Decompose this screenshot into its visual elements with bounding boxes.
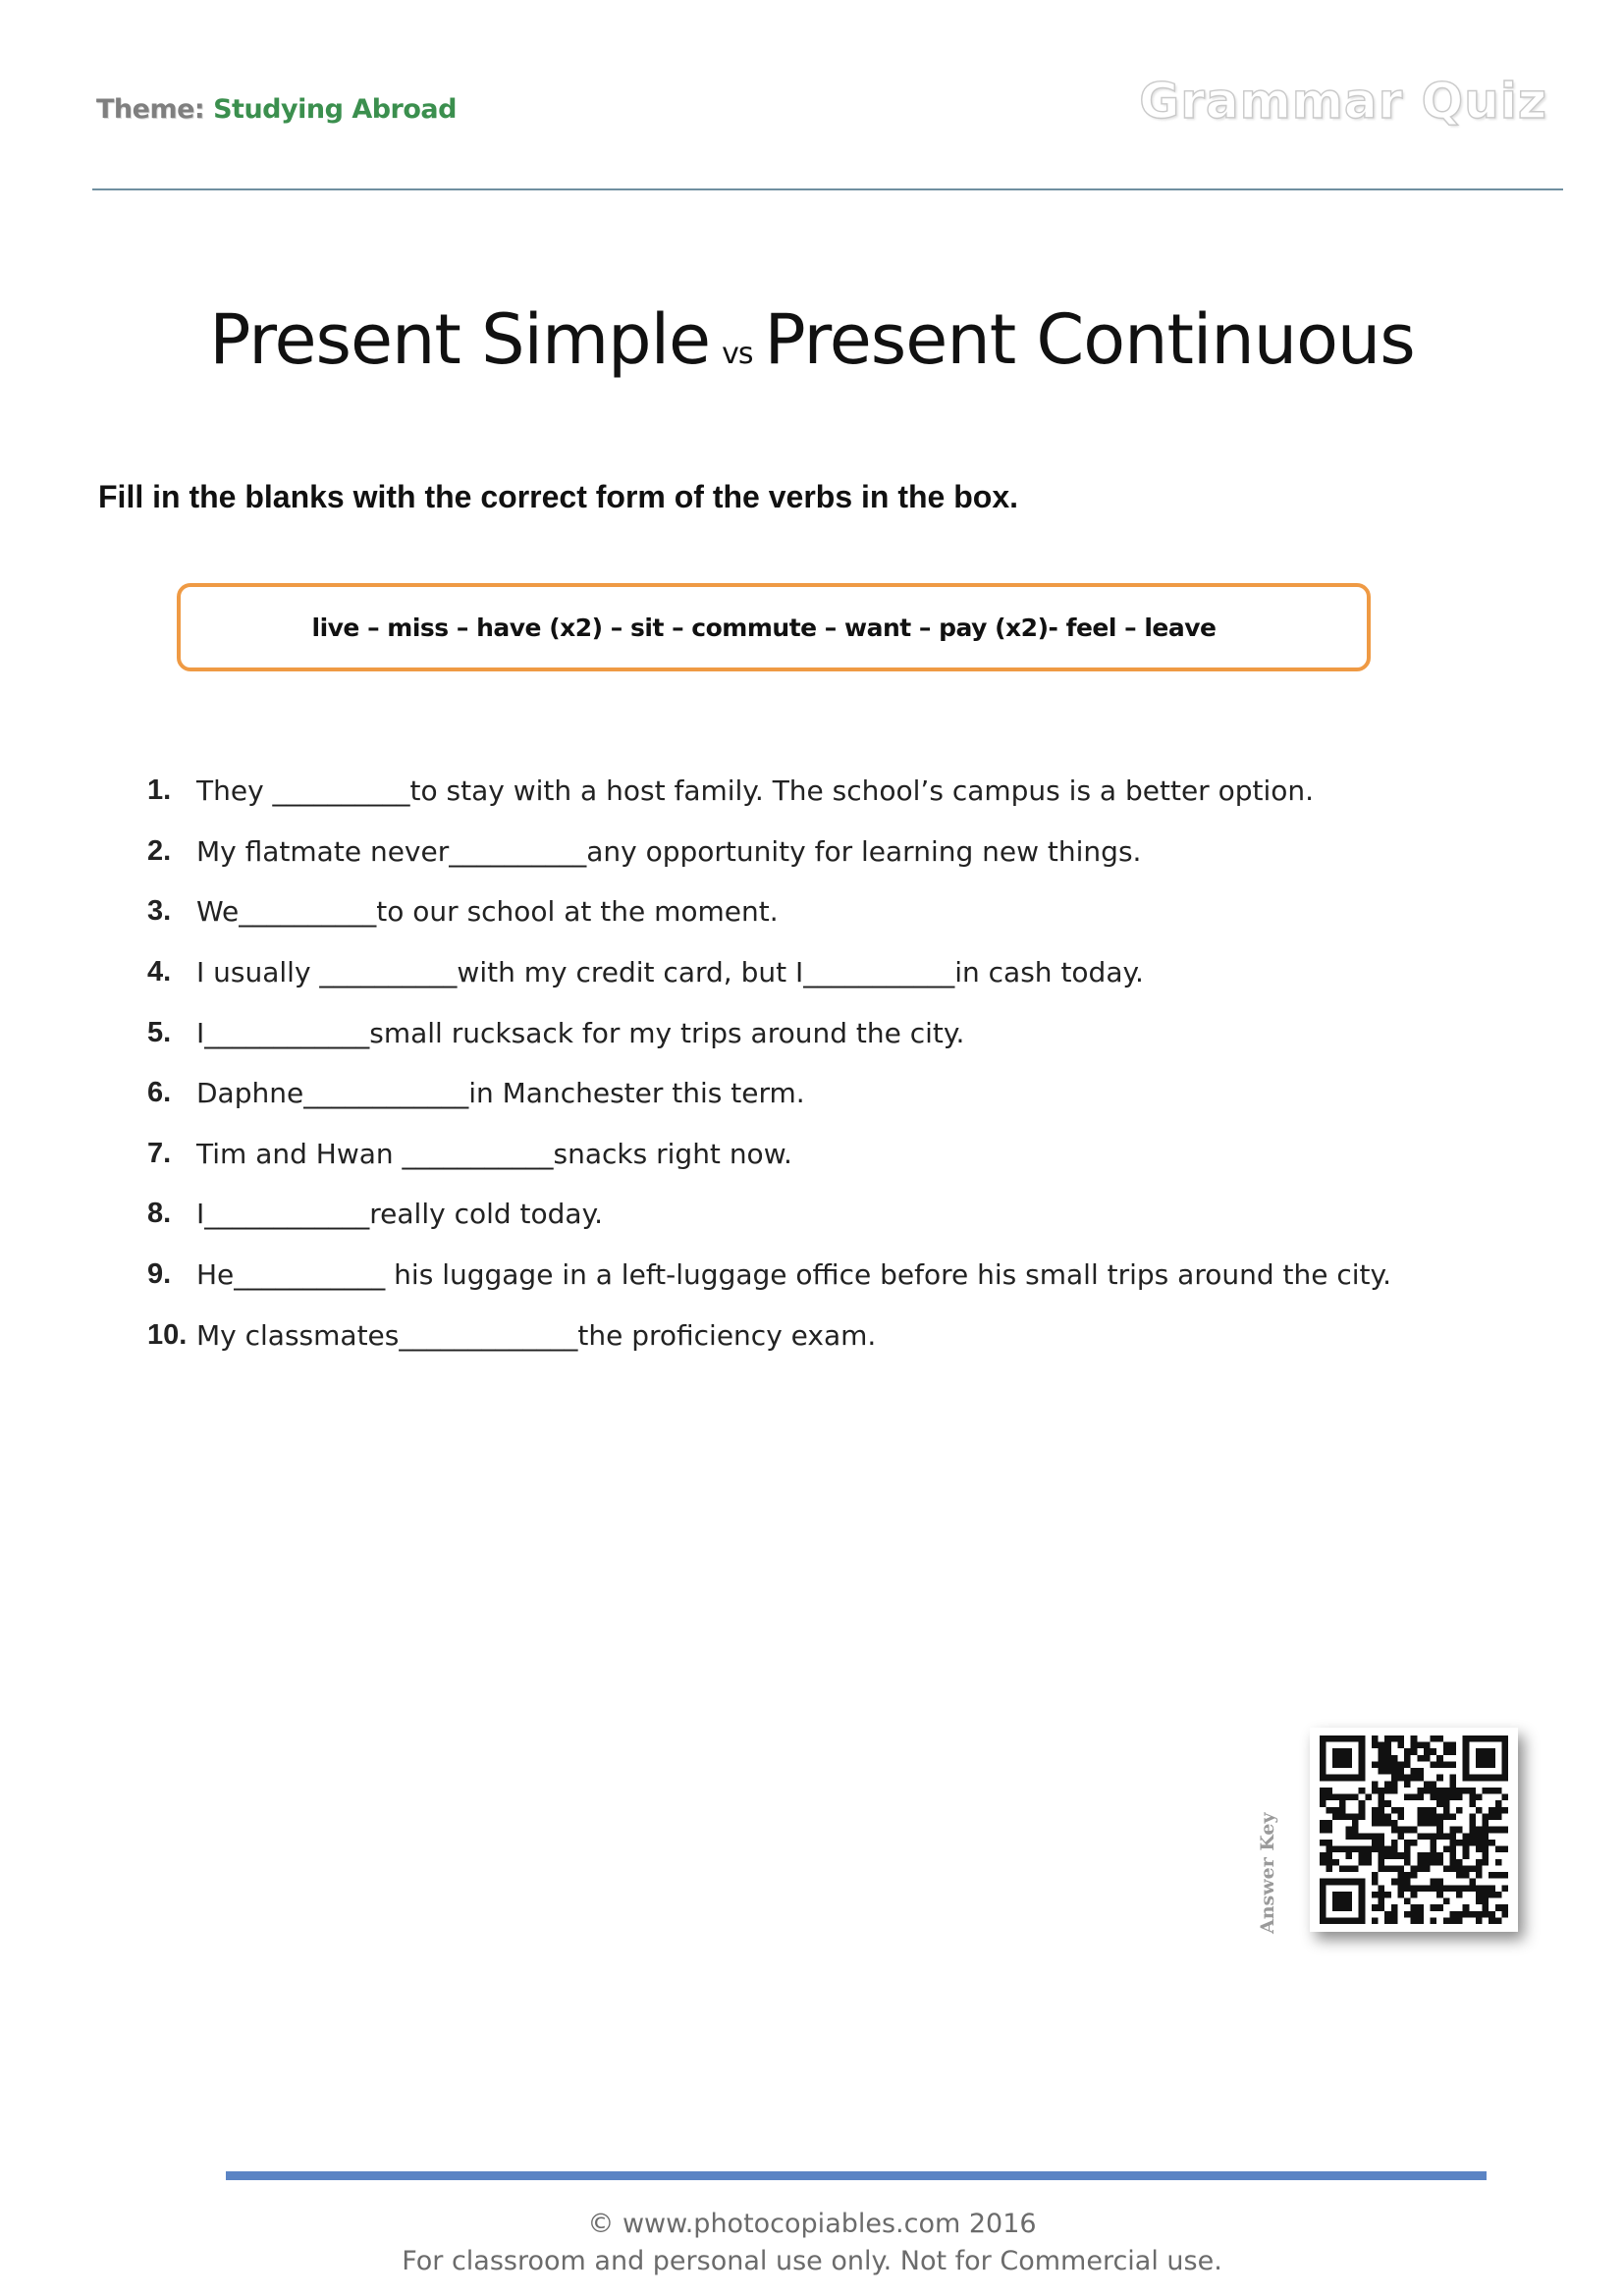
footer-copyright: © www.photocopiables.com 2016 (587, 2209, 1037, 2239)
question-text: He___________ his luggage in a left-luggage office before his small trips around the city. (196, 1258, 1391, 1292)
footer-usage-note: For classroom and personal use only. Not for Commercial use. (402, 2246, 1222, 2276)
question-number: 3. (147, 895, 172, 928)
question-number: 9. (147, 1258, 172, 1291)
answer-key-label: Answer Key (1257, 1812, 1278, 1934)
brand-logo: Grammar Quiz (1139, 73, 1547, 130)
question-item (147, 1245, 1391, 1306)
theme-line (96, 94, 457, 125)
theme-value: Studying Abroad (213, 94, 457, 125)
theme-label: Theme: (96, 94, 205, 125)
question-item (147, 761, 1391, 822)
question-item (147, 1124, 1391, 1185)
footer-rule (226, 2171, 1487, 2180)
question-number: 5. (147, 1016, 172, 1048)
header-divider (92, 188, 1563, 190)
question-text: Tim and Hwan ___________snacks right now. (196, 1137, 792, 1170)
question-item (147, 1002, 1391, 1063)
verb-box (177, 583, 1371, 671)
question-list (147, 761, 1391, 1365)
question-text: They __________to stay with a host family. The school’s campus is a better option. (196, 774, 1315, 808)
question-number: 8. (147, 1198, 172, 1230)
question-text: My classmates_____________the proficiency exam. (196, 1318, 877, 1352)
question-number: 10. (147, 1318, 188, 1351)
question-number: 7. (147, 1137, 172, 1169)
qr-code-graphic (1318, 1735, 1510, 1924)
question-text: Daphne____________in Manchester this term. (196, 1077, 805, 1110)
instruction-text: Fill in the blanks with the correct form of the verbs in the box. (98, 479, 1019, 514)
verb-list: live – miss – have (x2) – sit – commute – want – pay (x2)- feel – leave (311, 613, 1217, 642)
question-text: My flatmate never__________any opportunity for learning new things. (196, 834, 1142, 868)
qr-code-icon[interactable] (1310, 1728, 1518, 1932)
question-item (147, 1305, 1391, 1365)
title-right: Present Continuous (764, 299, 1415, 380)
question-item (147, 822, 1391, 882)
question-item (147, 881, 1391, 942)
question-item (147, 1184, 1391, 1245)
title-vs: vs (722, 337, 753, 371)
question-number: 1. (147, 774, 172, 807)
question-text: I____________really cold today. (196, 1198, 604, 1231)
question-number: 4. (147, 956, 172, 988)
question-item (147, 1063, 1391, 1124)
question-item (147, 942, 1391, 1003)
question-text: I usually __________with my credit card, but I___________in cash today. (196, 956, 1144, 989)
question-text: I____________small rucksack for my trips around the city. (196, 1016, 965, 1049)
question-number: 2. (147, 834, 172, 867)
page-title (0, 299, 1624, 380)
question-number: 6. (147, 1077, 172, 1109)
title-left: Present Simple (209, 299, 711, 380)
question-text: We__________to our school at the moment. (196, 895, 779, 929)
